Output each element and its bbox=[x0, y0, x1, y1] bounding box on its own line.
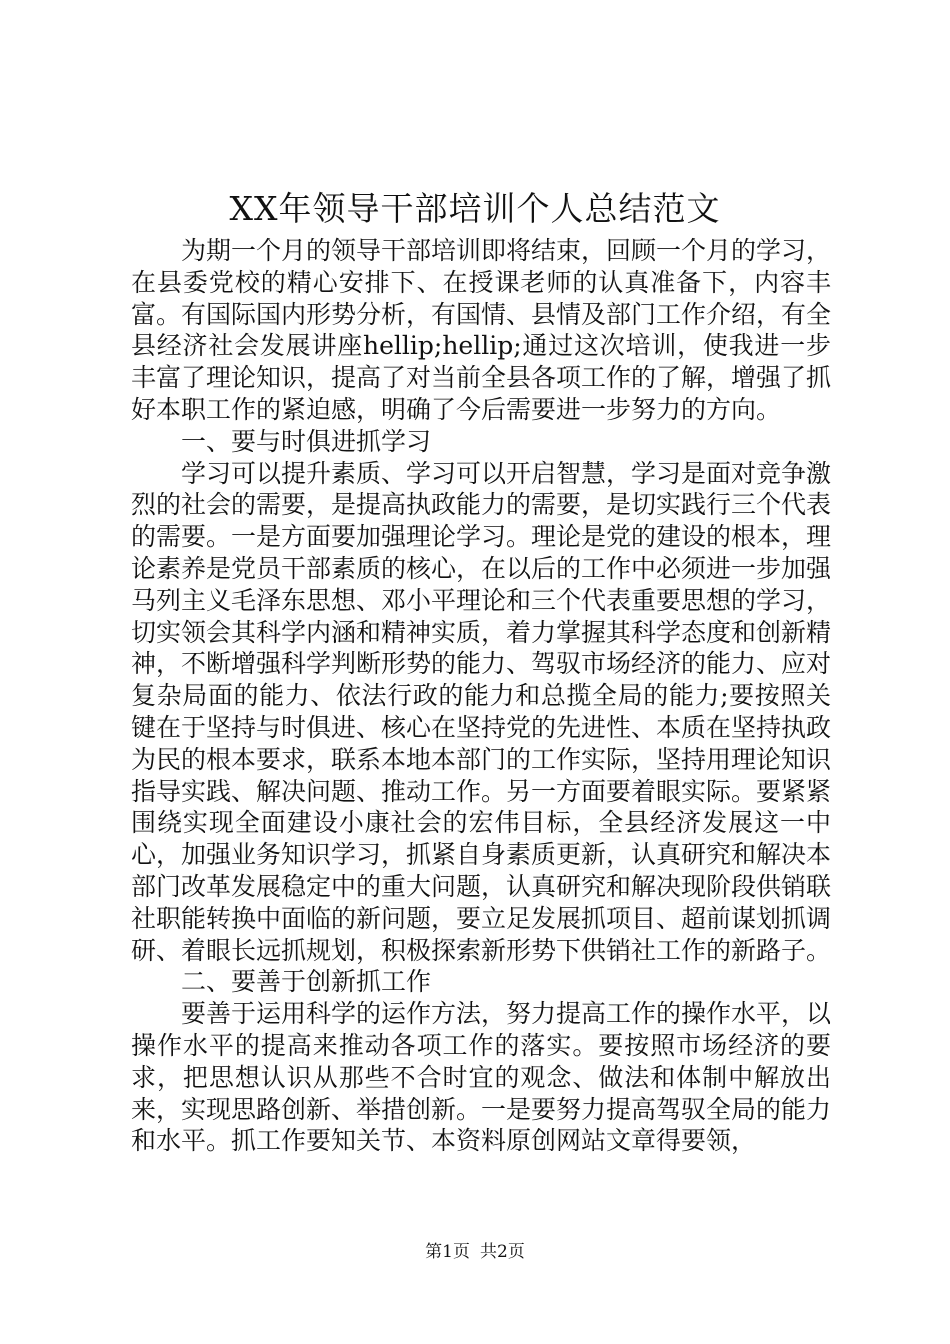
paragraph-section-2: 要善于运用科学的运作方法，努力提高工作的操作水平，以操作水平的提高来推动各项工作的落实。要按照市场经济的要求，把思想认识从那些不合时宜的观念、做法和体制中解放出来，实现思路创新、举措创新。一是要努力提高驾驭全局的能力和水平。抓工作要知关节、本资料原创网站文章得要领， bbox=[131, 999, 832, 1156]
page-total: 共2页 bbox=[480, 1242, 525, 1262]
paragraph-section-1: 学习可以提升素质、学习可以开启智慧，学习是面对竞争激烈的社会的需要，是提高执政能力的需要，是切实践行三个代表的需要。一是方面要加强理论学习。理论是党的建设的根本，理论素养是党员干部素质的核心，在以后的工作中必须进一步加强马列主义毛泽东思想、邓小平理论和三个代表重要思想的学习，切实领会其科学内涵和精神实质，着力掌握其科学态度和创新精神，不断增强科学判断形势的能力、驾驭市场经济的能力、应对复杂局面的能力、依法行政的能力和总揽全局的能力;要按照关键在于坚持与时俱进、核心在坚持党的先进性、本质在坚持执政为民的根本要求，联系本地本部门的工作实际，坚持用理论知识指导实践、解决问题、推动工作。另一方面要着眼实际。要紧紧围绕实现全面建设小康社会的宏伟目标，全县经济发展这一中心，加强业务知识学习，抓紧自身素质更新，认真研究和解决本部门改革发展稳定中的重大问题，认真研究和解决现阶段供销联社职能转换中面临的新问题，要立足发展抓项目、超前谋划抓调研、着眼长远抓规划，积极探索新形势下供销社工作的新路子。 bbox=[131, 458, 832, 965]
page-number: 第1页 bbox=[425, 1242, 470, 1262]
document-body bbox=[131, 235, 831, 1157]
section-heading-2: 二、要善于创新抓工作 bbox=[181, 967, 432, 997]
paragraph-intro: 为期一个月的领导干部培训即将结束，回顾一个月的学习，在县委党校的精心安排下、在授课老师的认真准备下，内容丰富。有国际国内形势分析，有国情、县情及部门工作介绍，有全县经济社会发展讲座hellip;hellip;通过这次培训，使我进一步丰富了理论知识，提高了对当前全县各项工作的了解，增强了抓好本职工作的紧迫感，明确了今后需要进一步努力的方向。 bbox=[131, 236, 832, 424]
section-heading-1: 一、要与时俱进抓学习 bbox=[181, 426, 432, 456]
page-footer bbox=[0, 1240, 950, 1264]
document-title: XX年领导干部培训个人总结范文 bbox=[229, 189, 721, 228]
